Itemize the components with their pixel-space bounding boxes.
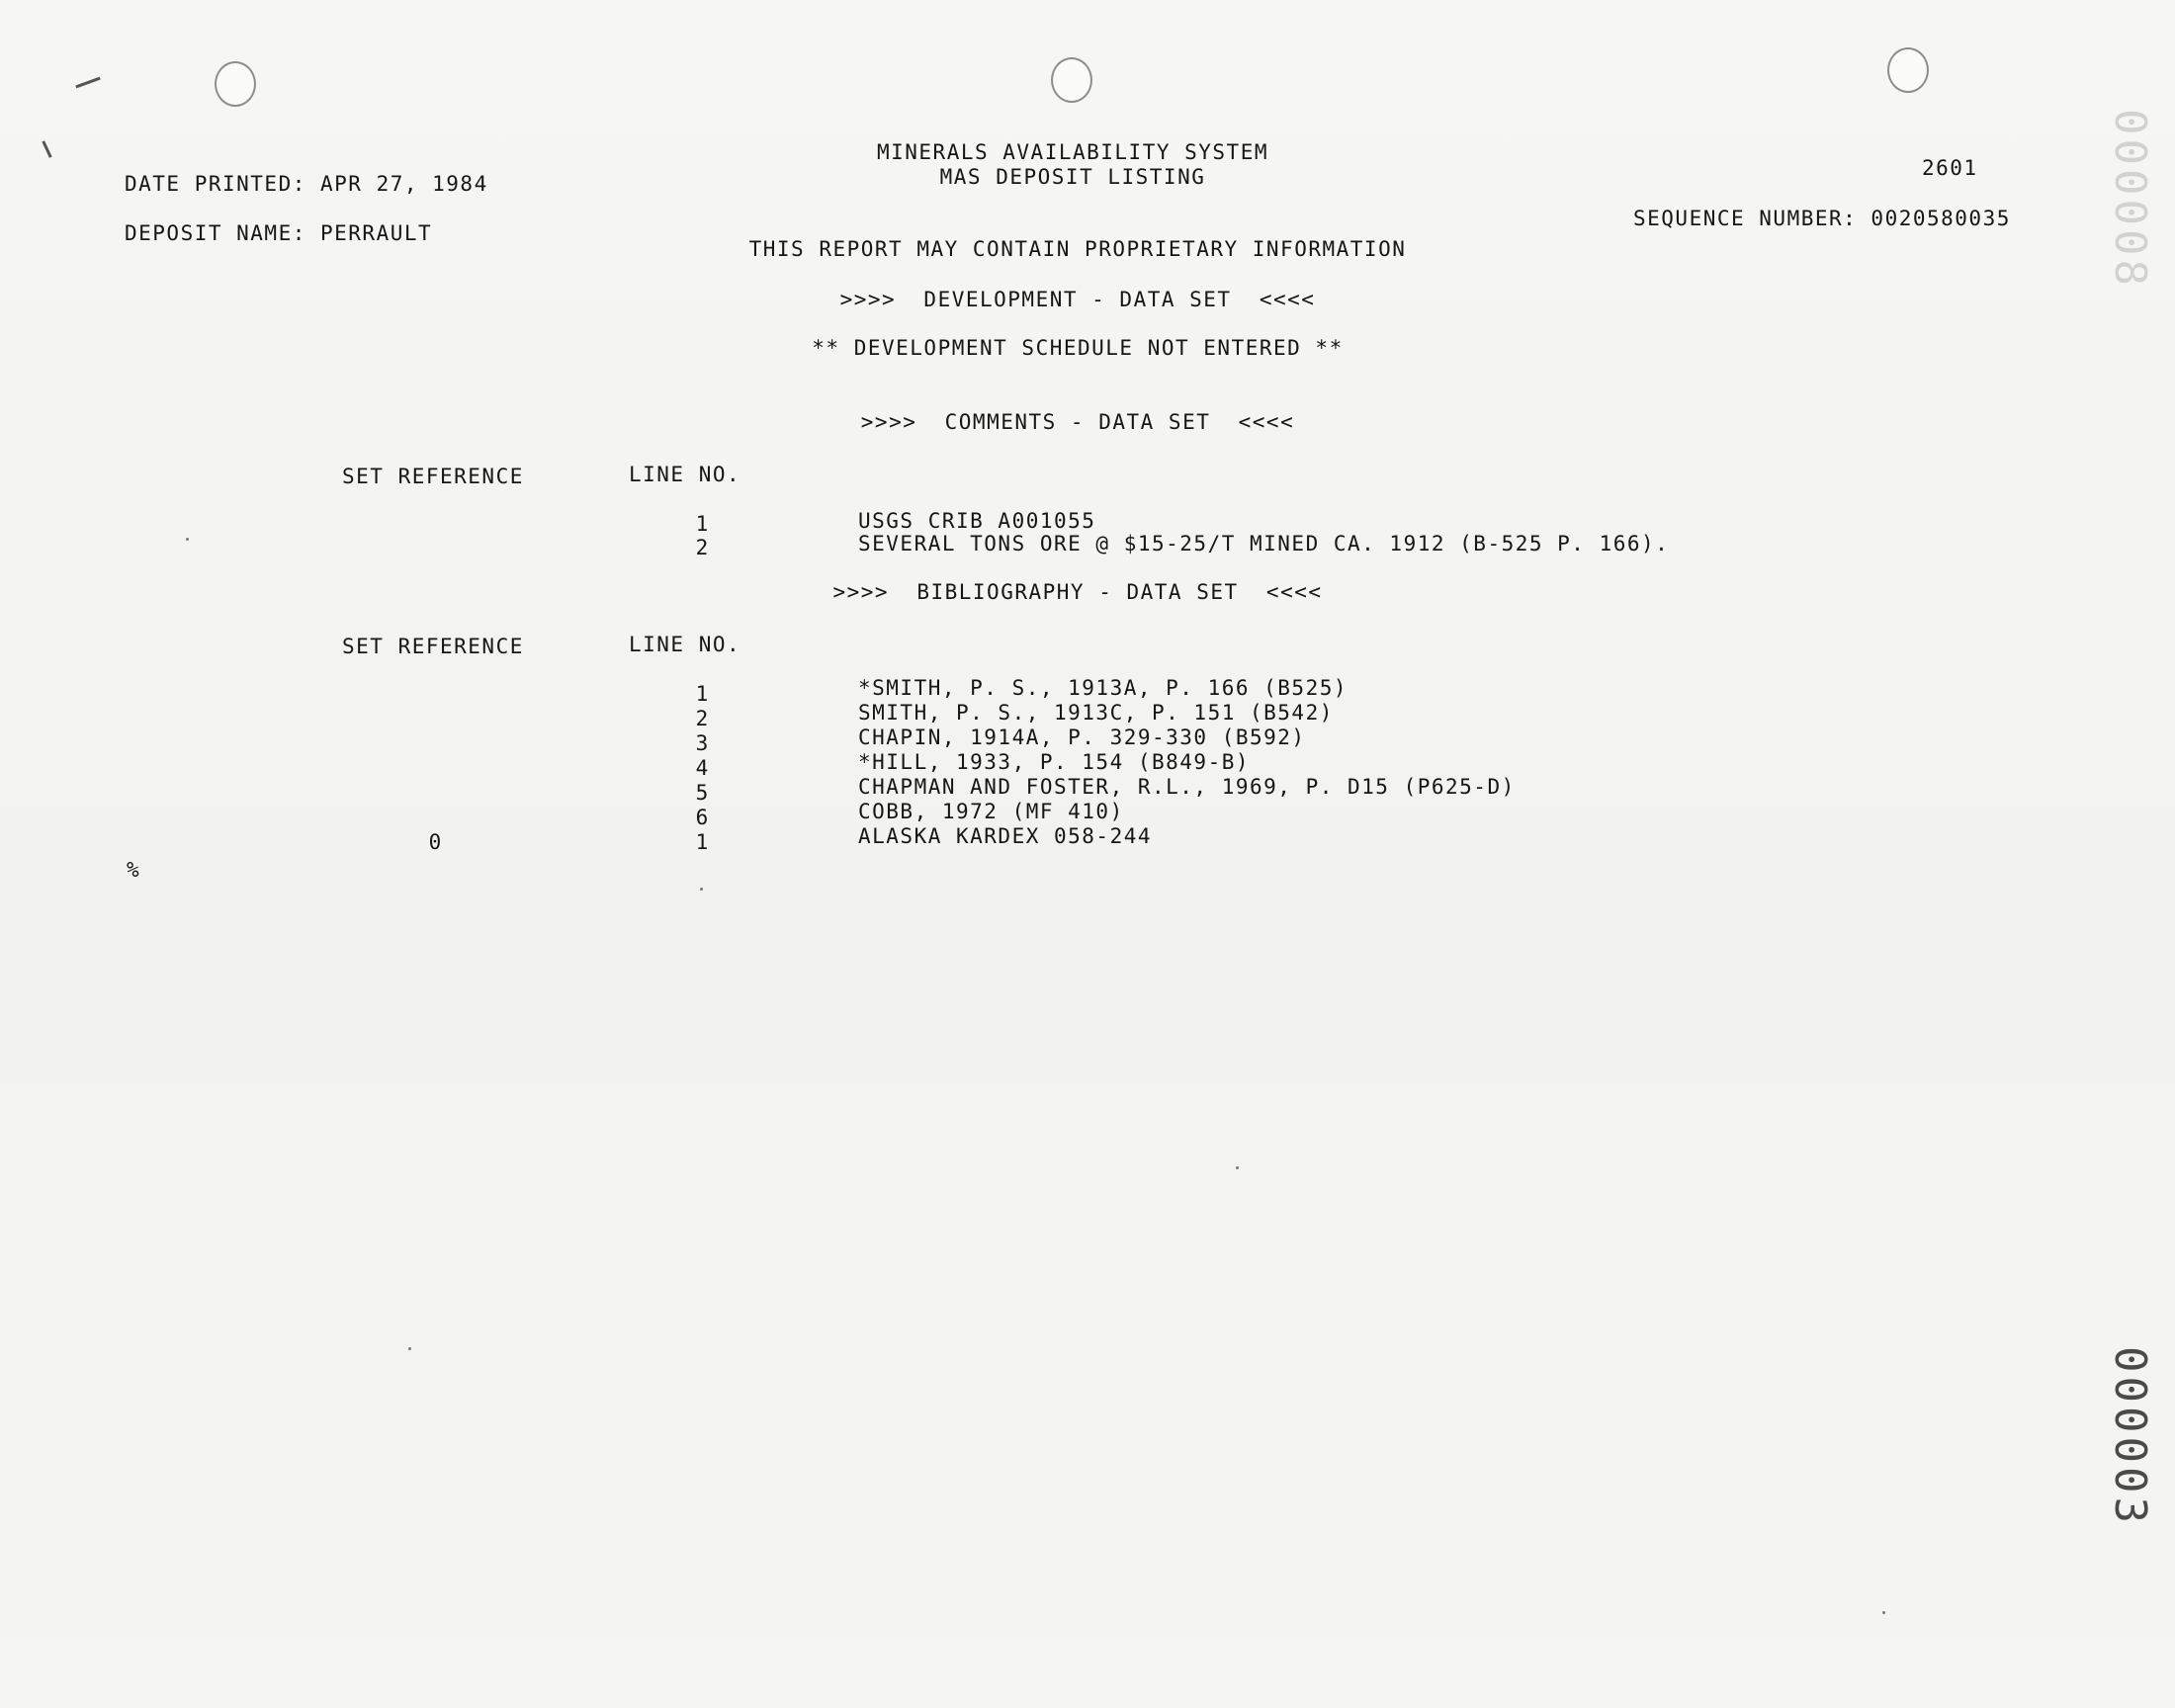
binder-hole-left — [215, 61, 256, 107]
stamp-number: 000003 — [2105, 1346, 2155, 1527]
scan-dot — [186, 538, 189, 541]
bib-set-reference: 0 — [428, 830, 442, 854]
binder-hole-center — [1051, 57, 1092, 103]
listing-title: MAS DEPOSIT LISTING — [939, 165, 1206, 189]
comment-line-no: 2 — [695, 536, 709, 559]
date-printed: DATE PRINTED: APR 27, 1984 — [125, 172, 488, 196]
system-title: MINERALS AVAILABILITY SYSTEM — [876, 140, 1268, 164]
bib-entry: *HILL, 1933, P. 154 (B849-B) — [858, 750, 1251, 774]
scan-mark — [42, 140, 51, 158]
bib-entry: CHAPIN, 1914A, P. 329-330 (B592) — [858, 726, 1306, 749]
development-heading: >>>> DEVELOPMENT - DATA SET <<<< — [839, 288, 1316, 311]
bib-entry: *SMITH, P. S., 1913A, P. 166 (B525) — [858, 676, 1348, 700]
deposit-name: DEPOSIT NAME: PERRAULT — [125, 221, 433, 245]
binder-hole-right — [1887, 47, 1929, 93]
comment-text: USGS CRIB A001055 — [858, 509, 1096, 533]
bibliography-col-line-no: LINE NO. — [629, 633, 741, 656]
bibliography-col-set-reference: SET REFERENCE — [342, 635, 524, 658]
bib-entry: CHAPMAN AND FOSTER, R.L., 1969, P. D15 (P625-D) — [858, 775, 1516, 799]
bib-line-no: 2 — [695, 707, 709, 730]
comment-text: SEVERAL TONS ORE @ $15-25/T MINED CA. 1912 (B-525 P. 166). — [858, 532, 1670, 555]
bib-line-no: 3 — [695, 731, 709, 755]
development-notice: ** DEVELOPMENT SCHEDULE NOT ENTERED ** — [812, 336, 1344, 360]
end-of-record-mark: % — [127, 858, 141, 882]
comments-col-set-reference: SET REFERENCE — [342, 465, 524, 488]
bib-line-no: 6 — [695, 806, 709, 829]
proprietary-notice: THIS REPORT MAY CONTAIN PROPRIETARY INFORMATION — [748, 237, 1407, 261]
scan-dot — [1882, 1611, 1885, 1614]
comments-col-line-no: LINE NO. — [629, 463, 741, 486]
page-number: 2601 — [1922, 156, 1978, 180]
bib-entry: COBB, 1972 (MF 410) — [858, 800, 1124, 823]
scan-dot — [408, 1347, 411, 1350]
stamp-number-faint: 000008 — [2105, 109, 2155, 290]
bib-line-no: 1 — [695, 830, 709, 854]
comments-heading: >>>> COMMENTS - DATA SET <<<< — [860, 410, 1295, 434]
sequence-number: SEQUENCE NUMBER: 0020580035 — [1633, 207, 2011, 230]
bib-entry: SMITH, P. S., 1913C, P. 151 (B542) — [858, 701, 1334, 725]
bib-line-no: 5 — [695, 781, 709, 805]
scan-dot — [700, 888, 703, 891]
comment-line-no: 1 — [695, 512, 709, 536]
bibliography-heading: >>>> BIBLIOGRAPHY - DATA SET <<<< — [832, 580, 1323, 604]
bib-line-no: 4 — [695, 756, 709, 780]
bib-entry: ALASKA KARDEX 058-244 — [858, 824, 1153, 848]
bib-line-no: 1 — [695, 682, 709, 706]
scan-mark — [75, 77, 100, 89]
scan-dot — [1236, 1166, 1239, 1169]
